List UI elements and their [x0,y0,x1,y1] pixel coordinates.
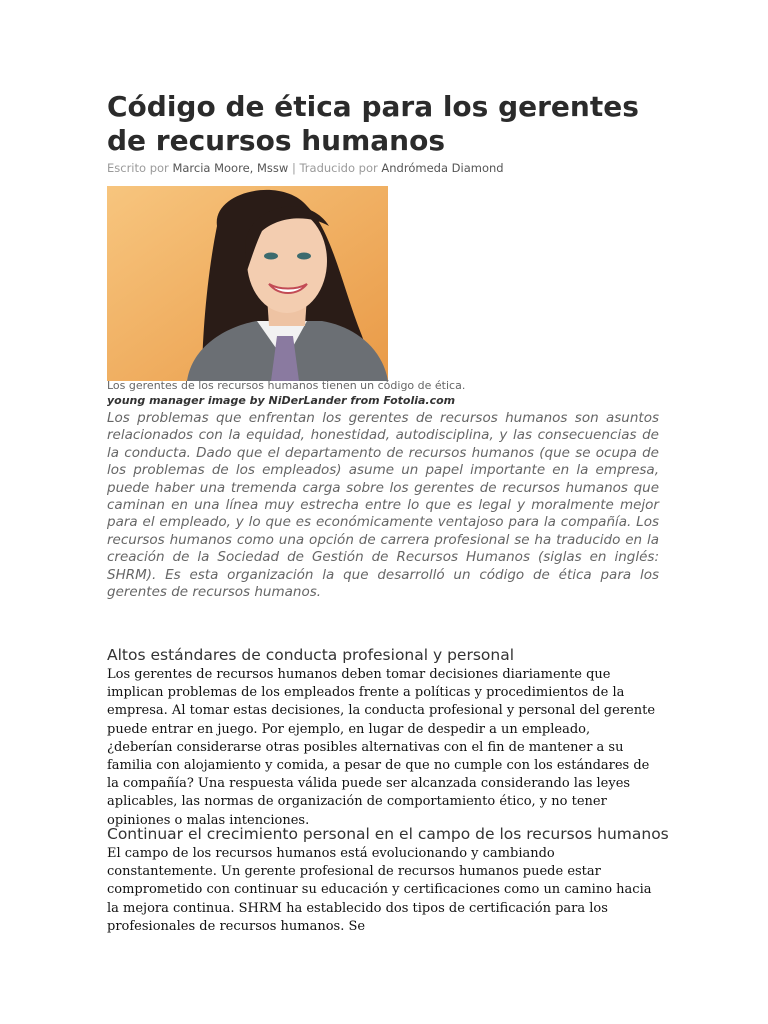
section-heading: Altos estándares de conducta profesional y personal [107,646,515,664]
article-photo [107,186,388,381]
lead-paragraph: Los problemas que enfrentan los gerentes de recursos humanos son asuntos relacionados con la equidad, honestidad, autodisciplina, y las consecuencias de la conducta. Dado que el departamento de recursos humanos (que se ocupa de los problemas de los empleados) asume un papel importante en la empresa, puede haber una tremenda carga sobre los gerentes de recursos humanos que caminan en una línea muy estrecha entre lo que es legal y moralmente mejor para el empleado, y lo que es económicamente ventajoso para la compañía. Los recursos humanos como una opción de carrera profesional se ha traducido en la creación de la Sociedad de Gestión de Recursos Humanos (siglas en inglés: SHRM). Es esta organización la que desarrolló un código de ética para los gerentes de recursos humanos. [107,410,659,601]
byline [107,161,504,175]
section-body: Los gerentes de recursos humanos deben tomar decisiones diariamente que implican problemas de los empleados frente a políticas y procedimientos de la empresa. Al tomar estas decisiones, la conducta profesional y personal del gerente puede entrar en juego. Por ejemplo, en lugar de despedir a un empleado, ¿deberían considerarse otras posibles alternativas con el fin de mantener a su familia con alojamiento y comida, a pesar de que no cumple con los estándares de la compañía? Una respuesta válida puede ser alcanzada considerando las leyes aplicables, las normas de organización de comportamiento ético, y no tener opiniones o malas intenciones. [107,667,656,828]
translator-link[interactable]: Andrómeda Diamond [381,161,504,175]
section-body: El campo de los recursos humanos está evolucionando y cambiando constantemente. Un gerente profesional de recursos humanos puede estar comprometido con continuar su educación y certificaciones como un camino hacia la mejora continua. SHRM ha establecido dos tipos de certificación para los profesionales de recursos humanos. Se [107,846,652,934]
written-by-label: Escrito por [107,161,169,175]
article-title: Código de ética para los gerentes de recursos humanos [107,90,639,157]
woman-portrait-illustration [107,186,388,381]
photo-caption: Los gerentes de los recursos humanos tienen un código de ética. [107,379,466,392]
photo-credit: young manager image by NiDerLander from Fotolia.com [107,394,456,407]
byline-separator: | [291,161,296,175]
translated-by-label: Traducido por [299,161,378,175]
section-heading: Continuar el crecimiento personal en el campo de los recursos humanos [107,825,669,843]
author-link[interactable]: Marcia Moore, Mssw [172,161,289,175]
